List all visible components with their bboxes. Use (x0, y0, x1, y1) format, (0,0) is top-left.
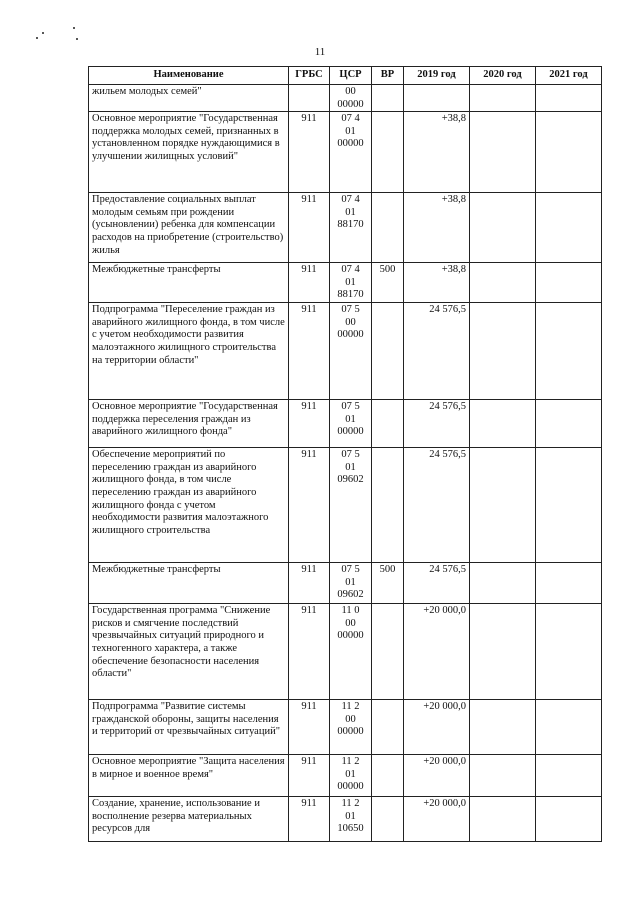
row-2021 (536, 303, 602, 400)
row-2020 (470, 604, 536, 700)
row-2021 (536, 755, 602, 797)
row-name: Основное мероприятие "Защита населения в мирное и военное время" (89, 755, 289, 797)
budget-table (88, 66, 602, 842)
row-2019: +20 000,0 (404, 797, 470, 842)
row-csr: 07 4 01 88170 (330, 193, 372, 263)
row-2021 (536, 263, 602, 303)
scan-speck (73, 27, 75, 29)
row-name: Подпрограмма "Развитие системы гражданской обороны, защиты населения и территорий от чрезвычайных ситуаций" (89, 700, 289, 755)
table-row (89, 193, 602, 263)
row-csr: 11 2 01 00000 (330, 755, 372, 797)
row-name: Создание, хранение, использование и восполнение резерва материальных ресурсов для (89, 797, 289, 842)
row-2021 (536, 700, 602, 755)
table-row (89, 112, 602, 193)
row-2019 (404, 85, 470, 112)
row-grbs: 911 (289, 400, 330, 448)
row-grbs: 911 (289, 303, 330, 400)
table-row (89, 400, 602, 448)
row-2019: 24 576,5 (404, 448, 470, 563)
row-grbs: 911 (289, 193, 330, 263)
row-vr: 500 (372, 563, 404, 604)
table-row (89, 755, 602, 797)
row-csr: 11 0 00 00000 (330, 604, 372, 700)
row-grbs: 911 (289, 263, 330, 303)
row-vr (372, 700, 404, 755)
row-2019: 24 576,5 (404, 303, 470, 400)
row-2021 (536, 193, 602, 263)
row-csr: 00 00000 (330, 85, 372, 112)
row-name: Межбюджетные трансферты (89, 263, 289, 303)
table-header-row (89, 67, 602, 85)
row-name: Обеспечение мероприятий по переселению граждан из аварийного жилищного фонда, в том числе переселению граждан из аварийного жилищного фонда с учетом необходимости развития малоэтажного жилищного строительства (89, 448, 289, 563)
row-2019: +20 000,0 (404, 700, 470, 755)
row-2020 (470, 797, 536, 842)
row-name: Государственная программа "Снижение рисков и смягчение последствий чрезвычайных ситуаций природного и техногенного характера, а также обеспечение безопасности населения области" (89, 604, 289, 700)
row-2019: +38,8 (404, 112, 470, 193)
row-2019: +38,8 (404, 263, 470, 303)
row-2020 (470, 755, 536, 797)
header-grbs: ГРБС (289, 67, 330, 85)
row-2021 (536, 604, 602, 700)
row-grbs: 911 (289, 563, 330, 604)
header-2020: 2020 год (470, 67, 536, 85)
table-row (89, 797, 602, 842)
row-2020 (470, 563, 536, 604)
table-row (89, 448, 602, 563)
row-name: Подпрограмма "Переселение граждан из аварийного жилищного фонда, в том числе с учетом необходимости развития малоэтажного жилищного строительства на территории области" (89, 303, 289, 400)
row-2021 (536, 85, 602, 112)
row-vr: 500 (372, 263, 404, 303)
row-csr: 07 5 00 00000 (330, 303, 372, 400)
row-csr: 07 5 01 09602 (330, 563, 372, 604)
header-name: Наименование (89, 67, 289, 85)
row-csr: 07 4 01 88170 (330, 263, 372, 303)
row-2020 (470, 400, 536, 448)
row-grbs: 911 (289, 604, 330, 700)
table-row (89, 263, 602, 303)
table-row (89, 563, 602, 604)
page-number: 11 (314, 46, 326, 58)
row-csr: 07 5 01 00000 (330, 400, 372, 448)
row-vr (372, 112, 404, 193)
row-2019: +38,8 (404, 193, 470, 263)
scan-speck (76, 38, 78, 40)
row-2020 (470, 263, 536, 303)
row-2021 (536, 400, 602, 448)
row-csr: 07 4 01 00000 (330, 112, 372, 193)
row-vr (372, 604, 404, 700)
row-grbs (289, 85, 330, 112)
row-2019: +20 000,0 (404, 755, 470, 797)
scan-speck (36, 37, 38, 39)
header-csr: ЦСР (330, 67, 372, 85)
row-vr (372, 193, 404, 263)
row-2020 (470, 303, 536, 400)
row-2021 (536, 797, 602, 842)
row-grbs: 911 (289, 755, 330, 797)
header-2019: 2019 год (404, 67, 470, 85)
row-vr (372, 400, 404, 448)
row-2020 (470, 700, 536, 755)
table-row (89, 85, 602, 112)
row-2021 (536, 563, 602, 604)
row-2020 (470, 448, 536, 563)
scan-speck (42, 32, 44, 34)
header-2021: 2021 год (536, 67, 602, 85)
row-csr: 11 2 01 10650 (330, 797, 372, 842)
row-name: Основное мероприятие "Государственная поддержка молодых семей, признанных в установленном порядке нуждающимися в улучшении жилищных условий" (89, 112, 289, 193)
header-vr: ВР (372, 67, 404, 85)
row-vr (372, 797, 404, 842)
row-2021 (536, 112, 602, 193)
row-grbs: 911 (289, 112, 330, 193)
row-name: жильем молодых семей" (89, 85, 289, 112)
table-row (89, 604, 602, 700)
row-2019: 24 576,5 (404, 400, 470, 448)
row-grbs: 911 (289, 700, 330, 755)
table-row (89, 303, 602, 400)
table-row (89, 700, 602, 755)
row-2020 (470, 193, 536, 263)
row-2020 (470, 112, 536, 193)
row-grbs: 911 (289, 448, 330, 563)
row-csr: 07 5 01 09602 (330, 448, 372, 563)
row-2019: 24 576,5 (404, 563, 470, 604)
row-vr (372, 755, 404, 797)
row-grbs: 911 (289, 797, 330, 842)
row-name: Предоставление социальных выплат молодым семьям при рождении (усыновлении) ребенка для компенсации расходов на приобретение (строительство) жилья (89, 193, 289, 263)
row-vr (372, 85, 404, 112)
row-2021 (536, 448, 602, 563)
row-name: Основное мероприятие "Государственная поддержка переселения граждан из аварийного жилищного фонда" (89, 400, 289, 448)
row-2019: +20 000,0 (404, 604, 470, 700)
row-2020 (470, 85, 536, 112)
row-vr (372, 448, 404, 563)
row-vr (372, 303, 404, 400)
row-csr: 11 2 00 00000 (330, 700, 372, 755)
row-name: Межбюджетные трансферты (89, 563, 289, 604)
